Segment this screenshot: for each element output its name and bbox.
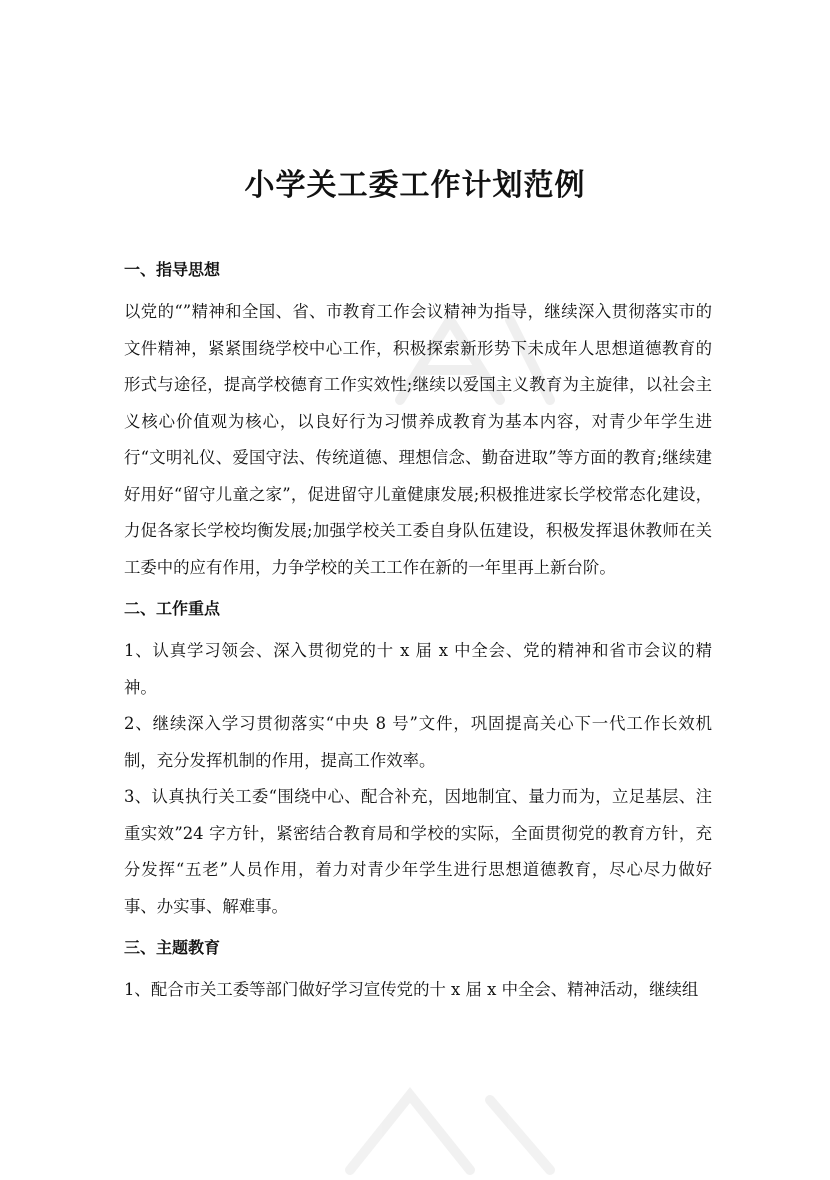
section-heading: 一、指导思想 xyxy=(124,260,221,279)
document-body xyxy=(124,258,712,1009)
watermark-graphic-bottom xyxy=(330,1080,570,1180)
document-title: 小学关工委工作计划范例 xyxy=(244,168,586,203)
paragraph: 1、配合市关工委等部门做好学习宣传党的十 x 届 x 中全会、精神活动，继续组 xyxy=(124,980,699,999)
paragraph: 2、继续深入学习贯彻落实“中央 8 号”文件，巩固提高关心下一代工作长效机制，充分发挥机制的作用，提高工作效率。 xyxy=(124,714,712,770)
paragraph: 3、认真执行关工委“围绕中心、配合补充，因地制宜、量力而为，立足基层、注重实效”24 字方针，紧密结合教育局和学校的实际，全面贯彻党的教育方针，充分发挥“五老”人员作用，着力对青少年学生进行思想道德教育，尽心尽力做好事、办实事、解难事。 xyxy=(124,787,712,916)
paragraph: 以党的“”精神和全国、省、市教育工作会议精神为指导，继续深入贯彻落实市的文件精神，紧紧围绕学校中心工作，积极探索新形势下未成年人思想道德教育的形式与途径，提高学校德育工作实效性;继续以爱国主义教育为主旋律，以社会主义核心价值观为核心，以良好行为习惯养成教育为基本内容，对青少年学生进行“文明礼仪、爱国守法、传统道德、理想信念、勤奋进取”等方面的教育;继续建好用好“留守儿童之家”，促进留守儿童健康发展;积极推进家长学校常态化建设，力促各家长学校均衡发展;加强学校关工委自身队伍建设，积极发挥退休教师在关工委中的应有作用，力争学校的关工工作在新的一年里再上新台阶。 xyxy=(124,302,712,577)
section-heading: 三、主题教育 xyxy=(124,938,221,957)
paragraph: 1、认真学习领会、深入贯彻党的十 x 届 x 中全会、党的精神和省市会议的精神。 xyxy=(124,641,712,697)
section-heading: 二、工作重点 xyxy=(124,599,221,618)
